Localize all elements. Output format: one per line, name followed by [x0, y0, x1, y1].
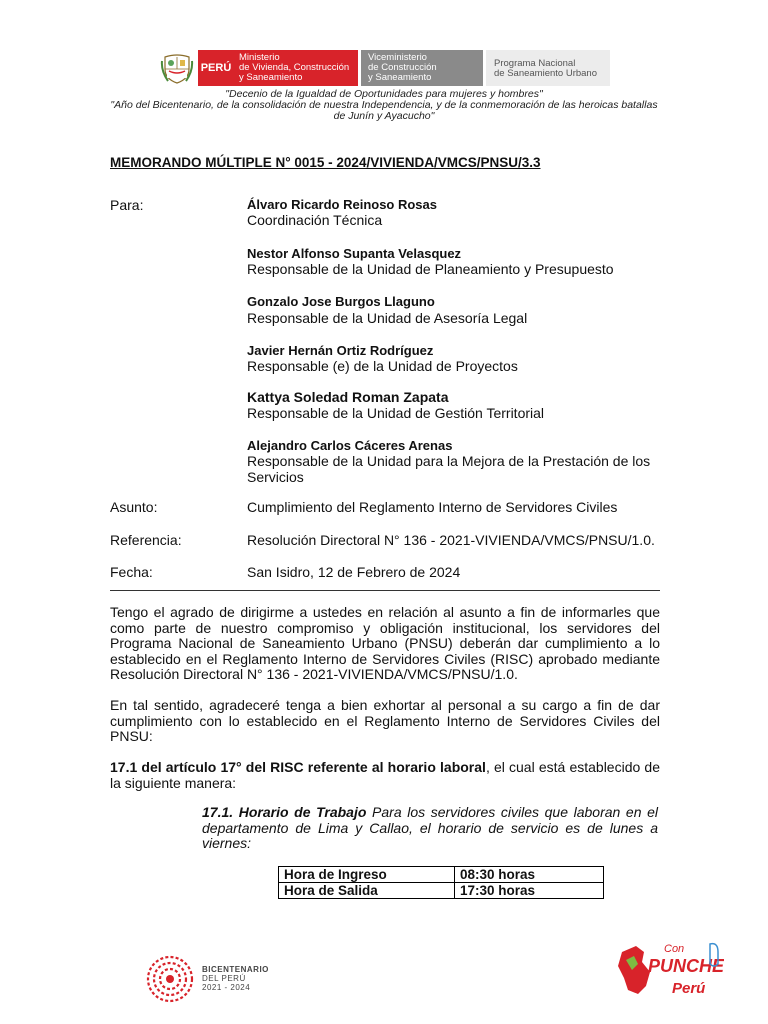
- slogan-decade: "Decenio de la Igualdad de Oportunidades para mujeres y hombres": [225, 88, 543, 100]
- vice-line: de Construcción: [368, 62, 437, 73]
- coat-of-arms-icon: [160, 51, 194, 85]
- schedule-table: [278, 866, 604, 899]
- body-paragraph-2: En tal sentido, agradeceré tenga a bien exhortar al personal a su cargo a fin de dar cumplimiento con lo establecido en el Reglamento Interno de Servidores Civiles del PNSU:: [110, 697, 660, 744]
- subject-label: Asunto:: [110, 499, 158, 515]
- table-row: [279, 867, 604, 883]
- body-paragraph-1: Tengo el agrado de dirigirme a ustedes en relación al asunto a fin de informarles que como parte de nuestro compromiso y obligación institucional, los servidores del Programa Nacional de Saneamiento Urbano (PNSU) deberán dar cumplimiento a lo establecido en el Reglamento Interno de Servidores Civiles (RISC) aprobado mediante Resolución Directoral N° 136 - 2021-VIVIENDA/VMCS/PNSU/1.0.: [110, 604, 660, 682]
- punche-con: Con: [664, 943, 685, 955]
- vice-line: Viceministerio: [368, 52, 427, 63]
- recipient-role: Responsable (e) de la Unidad de Proyectos: [247, 358, 518, 374]
- recipient-role: Responsable de la Unidad de Gestión Territorial: [247, 405, 545, 421]
- date-value: San Isidro, 12 de Febrero de 2024: [247, 564, 461, 580]
- bic-line: 2021 - 2024: [202, 983, 251, 992]
- reference-value: Resolución Directoral N° 136 - 2021-VIVIENDA/VMCS/PNSU/1.0.: [247, 532, 655, 548]
- ministry-logo-box: [234, 50, 358, 86]
- peru-label: PERÚ: [200, 62, 232, 74]
- recipient-name: Álvaro Ricardo Reinoso Rosas: [247, 197, 437, 212]
- article-rest: , el cual está establecido de la siguiente manera:: [110, 759, 660, 791]
- recipient-name: Nestor Alfonso Supanta Velasquez: [247, 246, 462, 261]
- recipient-role: Responsable de la Unidad de Planeamiento y Presupuesto: [247, 261, 614, 277]
- reference-label: Referencia:: [110, 532, 182, 548]
- vice-line: y Saneamiento: [368, 72, 432, 83]
- quoted-heading: 17.1. Horario de Trabajo: [202, 804, 367, 820]
- bicentennial-logo-icon: [145, 954, 195, 1004]
- quoted-article: [202, 805, 658, 852]
- ministry-line: de Vivienda, Construcción: [239, 62, 350, 73]
- program-line: Programa Nacional: [494, 58, 576, 69]
- divider: [110, 590, 660, 591]
- subject-value: Cumplimiento del Reglamento Interno de Servidores Civiles: [247, 499, 618, 515]
- schedule-value: 08:30 horas: [455, 867, 604, 883]
- vice-ministry-box: [361, 50, 483, 86]
- recipient-name: Javier Hernán Ortiz Rodríguez: [247, 343, 434, 358]
- program-line: de Saneamiento Urbano: [494, 68, 597, 79]
- table-row: [279, 883, 604, 899]
- bic-line: DEL PERÚ: [202, 974, 246, 983]
- punche-peru: Perú: [672, 980, 706, 997]
- slogan-year-line1: "Año del Bicentenario, de la consolidación de nuestra Independencia, y de la conmemoración de las heroicas batallas: [110, 99, 658, 111]
- con-punche-peru-logo: [614, 938, 724, 1000]
- recipient-role: Coordinación Técnica: [247, 212, 383, 228]
- body-paragraph-3: [110, 760, 660, 791]
- schedule-label: Hora de Salida: [279, 883, 455, 899]
- peru-label-box: [198, 50, 234, 86]
- ministry-line: y Saneamiento: [239, 72, 303, 83]
- schedule-label: Hora de Ingreso: [279, 867, 455, 883]
- punche-word: PUNCHE: [648, 956, 724, 976]
- recipient-name: Kattya Soledad Roman Zapata: [247, 389, 449, 405]
- ministry-line: Ministerio: [239, 52, 280, 63]
- article-reference: 17.1 del artículo 17° del RISC referente al horario laboral: [110, 759, 486, 775]
- quoted-text: Para los servidores civiles que laboran en el departamento de Lima y Callao, el horario de servicio es de lunes a viernes:: [202, 804, 659, 851]
- recipient-name: Gonzalo Jose Burgos Llaguno: [247, 294, 435, 309]
- recipient-role: Responsable de la Unidad de Asesoría Legal: [247, 310, 528, 326]
- memo-title: MEMORANDO MÚLTIPLE N° 0015 - 2024/VIVIENDA/VMCS/PNSU/3.3: [110, 155, 541, 170]
- recipient-role: Responsable de la Unidad para la Mejora de la Prestación de los Servicios: [247, 453, 651, 485]
- recipient-name: Alejandro Carlos Cáceres Arenas: [247, 438, 453, 453]
- program-box: [486, 50, 610, 86]
- date-label: Fecha:: [110, 564, 153, 580]
- bicentennial-text: [202, 965, 269, 992]
- slogan-year-line2: de Junín y Ayacucho": [333, 110, 435, 122]
- to-label: Para:: [110, 197, 144, 213]
- schedule-value: 17:30 horas: [455, 883, 604, 899]
- bic-line: BICENTENARIO: [202, 965, 269, 974]
